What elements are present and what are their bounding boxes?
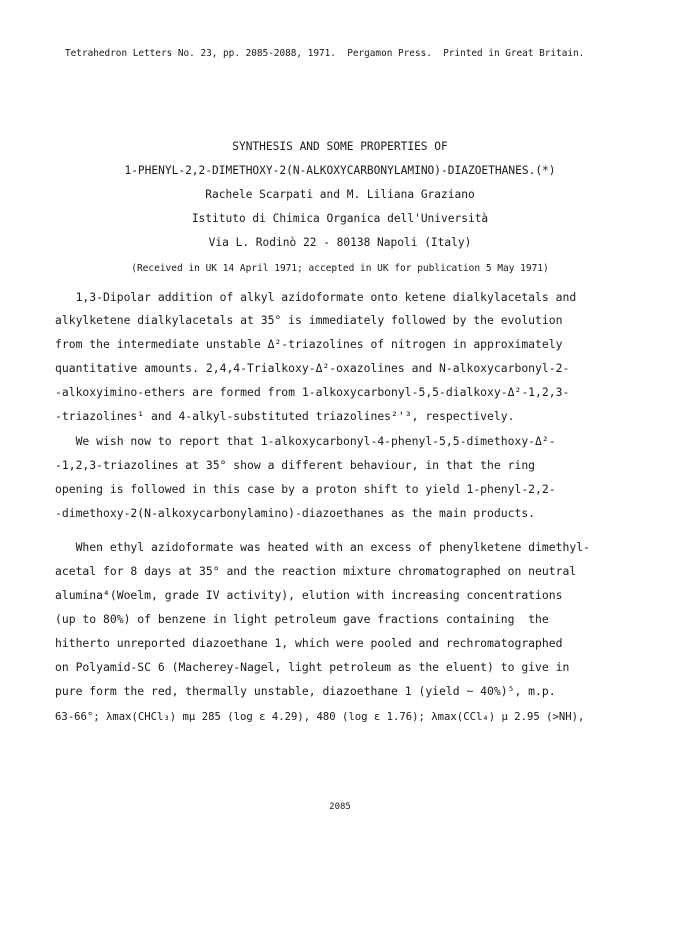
page-number: 2085 [329, 802, 351, 812]
body-line: 1,3-Dipolar addition of alkyl azidoformate onto ketene dialkylacetals and [55, 290, 577, 304]
body-line: quantitative amounts. 2,4,4-Trialkoxy-Δ²-oxazolines and N-alkoxycarbonyl-2- [55, 361, 570, 375]
body-line: pure form the red, thermally unstable, diazoethane 1 (yield ~ 40%)⁵, m.p. [55, 684, 556, 698]
body-line: alumina⁴(Woelm, grade IV activity), elution with increasing concentrations [55, 588, 563, 602]
article-title-line-2: 1-PHENYL-2,2-DIMETHOXY-2(N-ALKOXYCARBONYLAMINO)-DIAZOETHANES.(*) [124, 164, 556, 177]
affiliation: Istituto di Chimica Organica dell'Università [191, 212, 489, 225]
body-line: 63-66°; λmax(CHCl₃) mμ 285 (log ε 4.29), 480 (log ε 1.76); λmax(CCl₄) μ 2.95 (>NH), [55, 711, 585, 723]
body-line: We wish now to report that 1-alkoxycarbonyl-4-phenyl-5,5-dimethoxy-Δ²- [55, 434, 556, 448]
body-line: (up to 80%) of benzene in light petroleum gave fractions containing the [55, 612, 549, 626]
received-note: (Received in UK 14 April 1971; accepted in UK for publication 5 May 1971) [131, 263, 549, 274]
address: Via L. Rodinò 22 - 80138 Napoli (Italy) [208, 236, 472, 249]
running-head: Tetrahedron Letters No. 23, pp. 2085-2088, 1971. Pergamon Press. Printed in Great Britain. [65, 48, 585, 59]
article-title-line-1: SYNTHESIS AND SOME PROPERTIES OF [232, 140, 448, 153]
body-line: acetal for 8 days at 35° and the reaction mixture chromatographed on neutral [55, 564, 577, 578]
body-line: opening is followed in this case by a proton shift to yield 1-phenyl-2,2- [55, 482, 556, 496]
body-line: -1,2,3-triazolines at 35° show a different behaviour, in that the ring [55, 458, 536, 472]
body-line: -alkoxyimino-ethers are formed from 1-alkoxycarbonyl-5,5-dialkoxy-Δ²-1,2,3- [55, 385, 570, 399]
authors: Rachele Scarpati and M. Liliana Graziano [205, 188, 475, 201]
body-line: -triazolines¹ and 4-alkyl-substituted triazolines²'³, respectively. [55, 409, 515, 423]
body-line: -dimethoxy-2(N-alkoxycarbonylamino)-diazoethanes as the main products. [55, 506, 536, 520]
body-line: from the intermediate unstable Δ²-triazolines of nitrogen in approximately [55, 337, 563, 351]
body-line: alkylketene dialkylacetals at 35° is immediately followed by the evolution [55, 313, 563, 327]
body-line: on Polyamid-SC 6 (Macherey-Nagel, light petroleum as the eluent) to give in [55, 660, 570, 674]
body-line: hitherto unreported diazoethane 1, which were pooled and rechromatographed [55, 636, 563, 650]
body-line: When ethyl azidoformate was heated with an excess of phenylketene dimethyl- [55, 540, 590, 554]
